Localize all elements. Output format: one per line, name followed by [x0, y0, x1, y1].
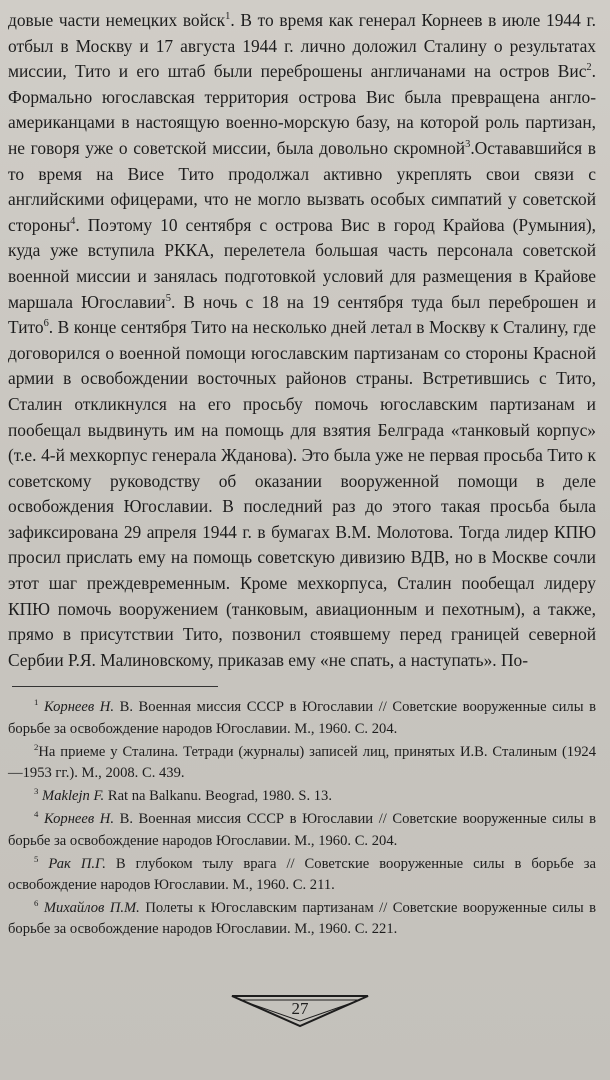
footnote-number: 6 [34, 898, 39, 909]
footnote-text: На приеме у Сталина. Тетради (журналы) записей лиц, принятых И.В. Сталиным (1924—1953 гг.). М., 2008. С. 439. [8, 743, 596, 782]
footnote [8, 809, 596, 851]
footnote-text: Rat na Balkanu. Beograd, 1980. S. 13. [104, 788, 332, 805]
footnote-author: Корнеев Н. [43, 699, 114, 716]
footnote [8, 697, 596, 739]
text-segment: довые части немецких войск [8, 10, 226, 30]
footnote [8, 898, 596, 940]
footnote-text: В. Военная миссия СССР в Югославии // Советские вооруженные силы в борьбе за освобождение народов Югославии. М., 1960. С. 204. [8, 811, 596, 849]
footnote-ref: 5 [165, 292, 171, 304]
footnote-author: Maklejn F. [42, 788, 105, 805]
footnote [8, 854, 596, 896]
footnote-ref: 1 [225, 11, 231, 23]
footnote-divider [12, 686, 218, 687]
text-segment: . В ночь с 18 на 19 сентября туда был переброшен и Тито [8, 291, 597, 338]
footnote-ref: 4 [70, 215, 76, 227]
footnote-number: 4 [34, 809, 39, 820]
footnote [8, 742, 596, 784]
footnote [8, 786, 596, 807]
footnote-number: 5 [34, 854, 39, 864]
footnote-text: Полеты к Югославским партизанам // Советские вооруженные силы в борьбе за освобождение народов Югославии. М., 1960. С. 221. [8, 900, 597, 938]
footnotes [8, 697, 596, 940]
text-segment: . Поэтому 10 сентября с острова Вис в город Крайова (Румыния), куда уже вступила РККА, перелетела большая часть персонала советской военной миссии и занялась подготовкой условий для размещения в Крайове маршала Югославии [8, 214, 596, 312]
footnote-ref: 2 [586, 62, 592, 74]
text-segment: .Остававшийся в то время на Висе Тито продолжал активно укреплять свои связи с английскими офицерами, что не могло вызвать особых симпатий у советской стороны [8, 137, 596, 235]
text-segment: . В конце сентября Тито на несколько дней летал в Москву к Сталину, где договорился о военной помощи югославским партизанам со стороны Красной армии в освобождении восточных районов страны. Встретившись с Тито, Сталин откликнулся на его просьбу помочь югославским партизанам и пообещал выдвинуть им на помощь для взятия Белграда «танковый корпус» (т.е. 4-й мехкорпус генерала Жданова). Это была уже не первая просьба Тито к советскому руководству об оказании вооруженной помощи в деле освобождения Югославии. В последний раз до этого такая просьба была зафиксирована 29 апреля 1944 г. в бумагах В.М. Молотова. Тогда лидер КПЮ просил прислать ему на помощь советскую дивизию ВДВ, но в Москве сочли этот шаг преждевременным. Кроме мехкорпуса, Сталин пообещал лидеру КПЮ помочь вооружением (танковым, авиационным и пехотным), а также, прямо в присутствии Тито, позвонил стоявшему перед границей северной Сербии Р.Я. Малиновскому, приказав ему «не спать, а наступать». По- [8, 317, 596, 670]
text-segment: . Формально югославская территория острова Вис была превращена англо-американцами в настоящую военно-морскую базу, на которой роль партизан, не говоря уже о советской миссии, была довольно скромной [8, 61, 596, 158]
footnote-ref: 6 [43, 318, 49, 330]
footnote-number: 2 [34, 741, 39, 752]
footnote-author: Корнеев Н. [43, 811, 114, 828]
footnote-number: 3 [34, 786, 39, 797]
footnote-author: Рак П.Г. [48, 855, 106, 872]
footnote-author: Михайлов П.М. [43, 900, 140, 917]
page-number-badge [230, 994, 370, 1028]
page-number: 27 [291, 999, 309, 1018]
footnote-text: В глубоком тылу врага // Советские вооруженные силы в борьбе за освобождение народов Югославии. М., 1960. С. 211. [8, 855, 596, 894]
text-segment: . В то время как генерал Корнеев в июле 1944 г. отбыл в Москву и 17 августа 1944 г. лично доложил Сталину о результатах миссии, Тито и его штаб были переброшены англичанами на остров Вис [8, 10, 597, 82]
footnote-number: 1 [34, 697, 39, 708]
main-text [8, 8, 596, 673]
footnote-ref: 3 [465, 139, 471, 151]
footnote-text: В. Военная миссия СССР в Югославии // Советские вооруженные силы в борьбе за освобождение народов Югославии. М., 1960. С. 204. [8, 699, 596, 737]
